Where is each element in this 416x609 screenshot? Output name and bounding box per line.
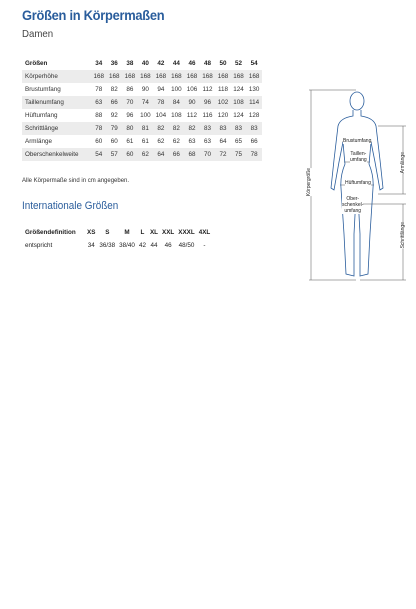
- size-table-body: [22, 70, 262, 161]
- size-cell: 74: [141, 99, 149, 106]
- size-cell: 63: [188, 138, 196, 145]
- size-cell: 112: [186, 112, 197, 119]
- size-table-header: [22, 57, 262, 70]
- size-cell: 168: [93, 73, 105, 80]
- size-cell: 83: [219, 125, 227, 132]
- size-cell: 130: [248, 86, 260, 93]
- label-brustumfang: Brustumfang: [343, 138, 372, 144]
- size-cell: 108: [171, 112, 182, 119]
- size-cell: 86: [126, 86, 134, 93]
- size-header-cell: 38: [126, 60, 134, 67]
- size-cell: 78: [157, 99, 165, 106]
- intl-cell: 34: [87, 242, 95, 249]
- size-cell: 78: [250, 151, 258, 158]
- size-row-label: Armlänge: [25, 138, 52, 145]
- size-cell: 118: [217, 86, 229, 93]
- size-table-row: [22, 148, 262, 161]
- size-cell: 80: [126, 125, 134, 132]
- size-cell: 63: [95, 99, 103, 106]
- size-row-label: Körperhöhe: [25, 73, 58, 80]
- intl-header-cell: Größendefinition: [25, 229, 76, 236]
- size-header-cell: 44: [172, 60, 180, 67]
- label-koerpergroesse: Körpergröße: [306, 168, 312, 197]
- size-header-cell: Größen: [25, 60, 48, 67]
- size-cell: 168: [248, 73, 260, 80]
- intl-header-cell: XXXL: [178, 229, 195, 236]
- intl-header-cell: L: [140, 229, 145, 236]
- size-cell: 83: [250, 125, 258, 132]
- size-table-row: [22, 70, 262, 83]
- size-cell: 168: [109, 73, 120, 80]
- body-silhouette-drawing: [298, 84, 416, 288]
- size-cell: 168: [202, 73, 213, 80]
- size-cell: 108: [233, 99, 244, 106]
- size-cell: 112: [202, 86, 213, 93]
- intl-sizes-title: Internationale Größen: [22, 200, 119, 212]
- size-row-label: Taillenumfang: [25, 99, 64, 106]
- size-cell: 64: [219, 138, 227, 145]
- size-cell: 102: [217, 99, 229, 106]
- size-cell: 168: [217, 73, 229, 80]
- label-thigh-line1: Ober-: [346, 196, 360, 202]
- size-cell: 61: [126, 138, 134, 145]
- size-header-cell: 42: [157, 60, 165, 67]
- label-taillen-line2: umfang: [350, 157, 367, 163]
- size-cell: 96: [203, 99, 211, 106]
- size-cell: 83: [203, 125, 211, 132]
- label-schrittlaenge: Schrittlänge: [400, 222, 406, 249]
- intl-table-row: [22, 239, 212, 252]
- size-cell: 124: [233, 86, 244, 93]
- size-cell: 78: [95, 125, 103, 132]
- size-cell: 70: [203, 151, 211, 158]
- size-cell: 120: [217, 112, 229, 119]
- intl-cell: 38/40: [119, 242, 135, 249]
- size-cell: 94: [157, 86, 165, 93]
- size-cell: 168: [171, 73, 182, 80]
- size-cell: 66: [250, 138, 258, 145]
- intl-header-cell: S: [105, 229, 110, 236]
- size-cell: 104: [155, 112, 167, 119]
- size-cell: 54: [95, 151, 103, 158]
- label-oberschenkelumfang: [342, 196, 363, 214]
- size-header-cell: 50: [219, 60, 227, 67]
- intl-cell: -: [203, 242, 206, 249]
- size-cell: 66: [172, 151, 180, 158]
- size-cell: 84: [172, 99, 180, 106]
- size-table-row: [22, 96, 262, 109]
- intl-header-cell: XXL: [162, 229, 175, 236]
- size-cell: 72: [219, 151, 227, 158]
- size-header-cell: 48: [203, 60, 211, 67]
- size-cell: 68: [188, 151, 196, 158]
- intl-cell: 42: [138, 242, 146, 249]
- page-subtitle: Damen: [22, 28, 54, 40]
- size-cell: 63: [203, 138, 211, 145]
- size-cell: 124: [233, 112, 244, 119]
- size-cell: 168: [186, 73, 198, 80]
- label-thigh-line2: schenkel-: [342, 202, 364, 208]
- size-cell: 62: [157, 138, 165, 145]
- body-measurement-figure: [298, 84, 416, 288]
- size-cell: 90: [188, 99, 196, 106]
- size-cell: 60: [110, 138, 118, 145]
- label-taillen-line1: Taillen-: [350, 151, 367, 157]
- intl-header-cell: M: [124, 229, 130, 236]
- intl-size-table: [22, 226, 212, 252]
- intl-cell: 48/50: [178, 242, 195, 249]
- size-cell: 168: [124, 73, 136, 80]
- size-cell: 62: [141, 151, 149, 158]
- label-hueftumfang: Hüftumfang: [345, 180, 371, 186]
- size-cell: 78: [95, 86, 103, 93]
- size-cell: 79: [110, 125, 118, 132]
- size-cell: 100: [171, 86, 182, 93]
- intl-cell: 36/38: [99, 242, 116, 249]
- size-cell: 75: [235, 151, 243, 158]
- intl-cell: 44: [150, 242, 158, 249]
- size-cell: 83: [235, 125, 243, 132]
- size-cell: 60: [126, 151, 134, 158]
- size-cell: 106: [186, 86, 198, 93]
- size-cell: 70: [126, 99, 134, 106]
- page-title: Größen in Körpermaßen: [22, 7, 165, 23]
- size-cell: 66: [110, 99, 118, 106]
- size-row-label: Brustumfang: [25, 86, 61, 93]
- label-armlaenge: Armlänge: [400, 152, 406, 174]
- label-thigh-line3: umfang: [344, 208, 362, 214]
- size-cell: 168: [155, 73, 167, 80]
- size-row-label: Hüftumfang: [25, 112, 58, 119]
- size-table: [22, 57, 262, 161]
- size-cell: 116: [202, 112, 213, 119]
- intl-header-cell: XL: [149, 229, 158, 236]
- size-header-cell: 40: [141, 60, 149, 67]
- size-table-row: [22, 135, 262, 148]
- size-row-label: Schrittlänge: [25, 125, 59, 132]
- size-cell: 82: [188, 125, 196, 132]
- size-cell: 61: [141, 138, 149, 145]
- size-cell: 82: [157, 125, 165, 132]
- intl-table-header: [22, 226, 212, 239]
- size-header-cell: 54: [250, 60, 258, 67]
- size-header-cell: 46: [188, 60, 196, 67]
- size-header-cell: 36: [110, 60, 118, 67]
- intl-cell: 46: [164, 242, 172, 249]
- size-cell: 168: [140, 73, 151, 80]
- size-cell: 92: [110, 112, 118, 119]
- size-cell: 60: [95, 138, 103, 145]
- size-cell: 96: [126, 112, 134, 119]
- intl-header-cell: XS: [87, 229, 96, 236]
- size-cell: 128: [248, 112, 260, 119]
- size-cell: 62: [172, 138, 180, 145]
- size-header-cell: 52: [235, 60, 243, 67]
- size-table-row: [22, 83, 262, 96]
- size-cell: 88: [95, 112, 103, 119]
- size-cell: 81: [141, 125, 149, 132]
- size-row-label: Oberschenkelweite: [25, 151, 79, 158]
- size-table-row: [22, 109, 262, 122]
- label-taillenumfang: [350, 151, 367, 163]
- size-cell: 82: [172, 125, 180, 132]
- size-cell: 168: [233, 73, 244, 80]
- intl-row-label: entspricht: [25, 242, 53, 249]
- intl-header-cell: 4XL: [198, 229, 211, 236]
- measurement-note: Alle Körpermaße sind in cm angegeben.: [22, 178, 130, 184]
- size-cell: 64: [157, 151, 165, 158]
- size-cell: 100: [140, 112, 151, 119]
- size-table-row: [22, 122, 262, 135]
- size-cell: 65: [235, 138, 243, 145]
- size-cell: 90: [141, 86, 149, 93]
- size-cell: 82: [110, 86, 118, 93]
- size-cell: 114: [249, 99, 260, 106]
- size-cell: 57: [110, 151, 118, 158]
- size-header-cell: 34: [95, 60, 103, 67]
